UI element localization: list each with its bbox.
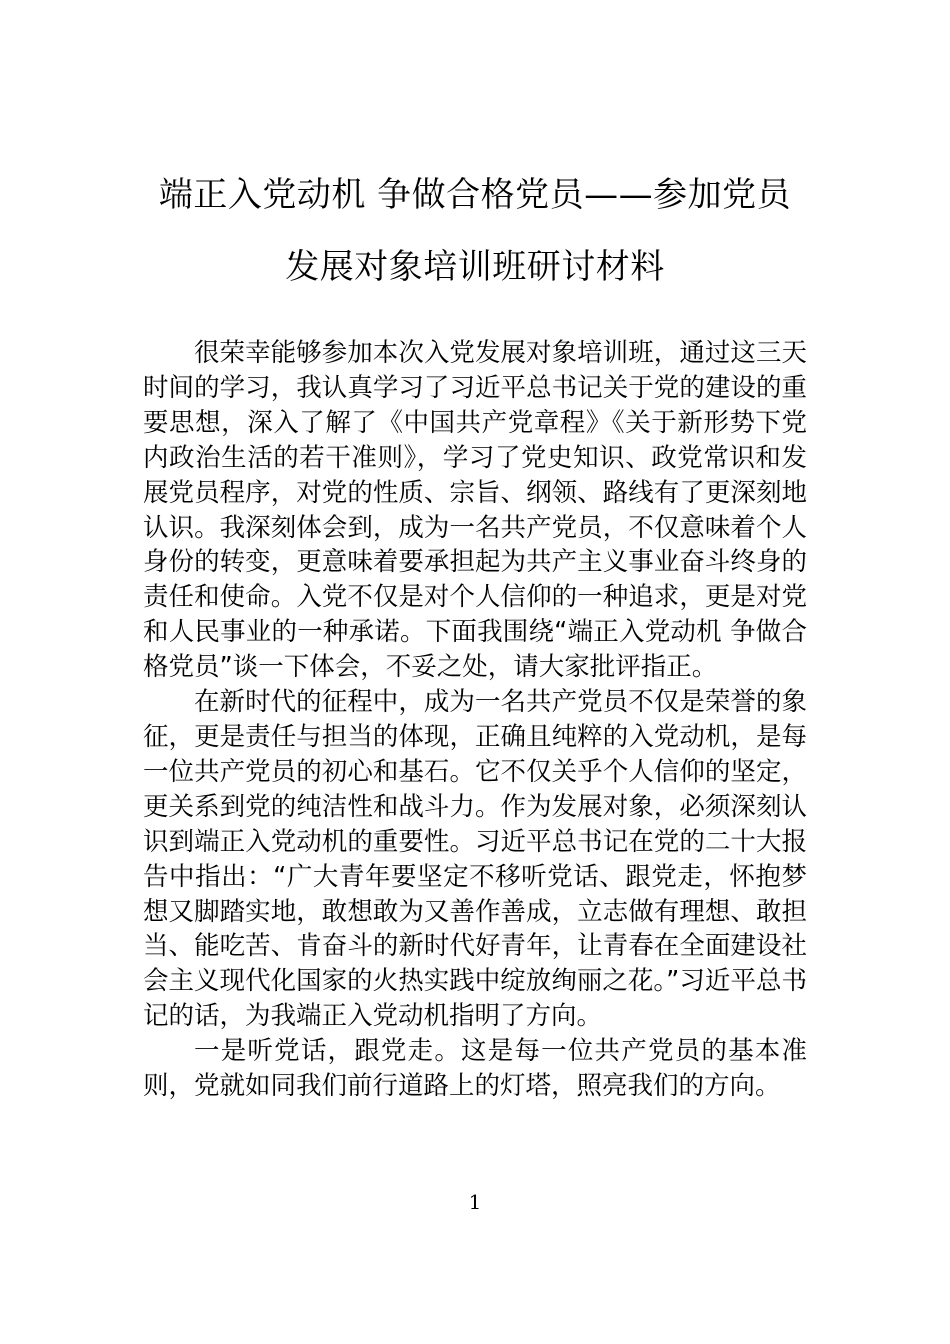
paragraph-2: 在新时代的征程中，成为一名共产党员不仅是荣誉的象征，更是责任与担当的体现，正确且纯粹的入党动机，是每一位共产党员的初心和基石。它不仅关乎个人信仰的坚定，更关系到党的纯洁性和战斗力。作为发展对象，必须深刻认识到端正入党动机的重要性。习近平总书记在党的二十大报告中指出：“广大青年要坚定不移听党话、跟党走，怀抱梦想又脚踏实地，敢想敢为又善作善成，立志做有理想、敢担当、能吃苦、肯奋斗的新时代好青年，让青春在全面建设社会主义现代化国家的火热实践中绽放绚丽之花。”习近平总书记的话，为我端正入党动机指明了方向。 — [143, 687, 807, 1032]
document-title-line-1: 端正入党动机 争做合格党员——参加党员 — [158, 175, 792, 215]
document-body — [143, 336, 807, 1104]
page-number: 1 — [468, 1190, 482, 1214]
paragraph-1: 很荣幸能够参加本次入党发展对象培训班，通过这三天时间的学习，我认真学习了习近平总书记关于党的建设的重要思想，深入了解了《中国共产党章程》《关于新形势下党内政治生活的若干准则》，学习了党史知识、政党常识和发展党员程序，对党的性质、宗旨、纲领、路线有了更深刻地认识。我深刻体会到，成为一名共产党员，不仅意味着个人身份的转变，更意味着要承担起为共产主义事业奋斗终身的责任和使命。入党不仅是对个人信仰的一种追求，更是对党和人民事业的一种承诺。下面我围绕“端正入党动机 争做合格党员”谈一下体会，不妥之处，请大家批评指正。 — [143, 338, 807, 683]
paragraph-3: 一是听党话，跟党走。这是每一位共产党员的基本准则，党就如同我们前行道路上的灯塔，照亮我们的方向。 — [143, 1036, 807, 1102]
document-title-line-2: 发展对象培训班研讨材料 — [285, 247, 665, 287]
